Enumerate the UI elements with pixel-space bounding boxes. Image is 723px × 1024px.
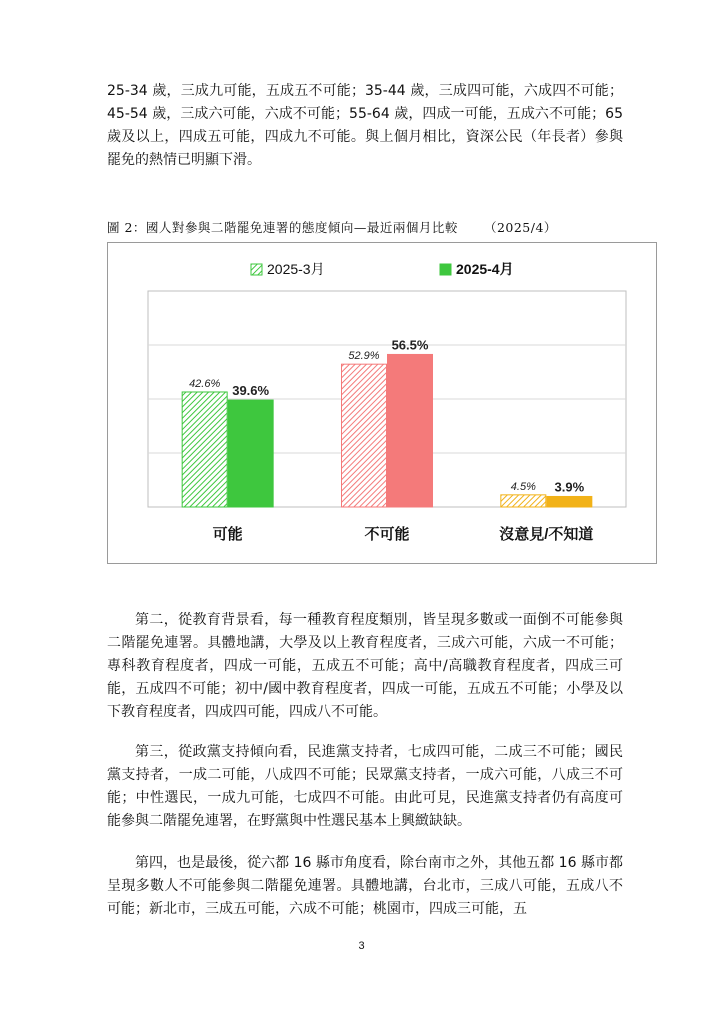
paragraph-cities: 第四，也是最後，從六都 16 縣市角度看，除台南市之外，其他五都 16 縣市都呈現多數人不可能參與二階罷免連署。具體地講，台北市，三成八可能，五成八不可能；新北市，三成五可能，六成不可能；桃園市，四成三可能，五 bbox=[107, 855, 623, 917]
chart-legend bbox=[251, 261, 514, 277]
legend-swatch-0 bbox=[251, 264, 262, 275]
paragraph-party: 第三，從政黨支持傾向看，民進黨支持者，七成四可能，二成三不可能；國民黨支持者，一成二可能，八成四不可能；民眾黨支持者，一成六可能，八成三不可能；中性選民，一成九可能，七成四不可能。由此可見，民進黨支持者仍有高度可能參與二階罷免連署，在野黨與中性選民基本上興緻缺缺。 bbox=[107, 744, 623, 829]
bar-chart bbox=[108, 243, 656, 563]
figure-date: （2025/4） bbox=[483, 220, 557, 235]
figure-title: 圖 2：國人對參與二階罷免連署的態度傾向—最近兩個月比較 bbox=[107, 220, 458, 235]
bar-mar-2 bbox=[501, 495, 546, 507]
legend-swatch-1 bbox=[440, 264, 451, 275]
value-label-apr-0: 39.6% bbox=[232, 383, 270, 399]
bar-mar-0 bbox=[182, 392, 227, 507]
paragraph-intro: 25-34 歲，三成九可能，五成五不可能；35-44 歲，三成四可能，六成四不可能；45-54 歲，三成六可能，六成不可能；55-64 歲，四成一可能，五成六不可能；65 歲及以上，四成五可能，四成九不可能。與上個月相比，資深公民（年長者）參與罷免的熱情已明顯下滑。 bbox=[107, 83, 623, 168]
category-label-2: 沒意見/不知道 bbox=[499, 526, 594, 543]
category-label-1: 不可能 bbox=[364, 526, 410, 543]
paragraph-education: 第二，從教育背景看，每一種教育程度類別，皆呈現多數或一面倒不可能參與二階罷免連署。具體地講，大學及以上教育程度者，三成六可能，六成一不可能；專科教育程度者，四成一可能，五成五不可能；高中/高職教育程度者，四成三可能，五成四不可能；初中/國中教育程度者，四成一可能，五成五不可能；小學及以下教育程度者，四成四可能，四成八不可能。 bbox=[107, 612, 623, 720]
value-label-mar-0: 42.6% bbox=[189, 377, 221, 390]
figure-caption bbox=[107, 218, 627, 236]
bar-apr-2 bbox=[547, 496, 592, 507]
bar-mar-1 bbox=[342, 364, 387, 507]
legend-label-0: 2025-3月 bbox=[267, 261, 325, 277]
bar-apr-0 bbox=[228, 400, 273, 507]
chart-frame bbox=[107, 242, 657, 564]
value-label-mar-1: 52.9% bbox=[348, 350, 380, 363]
value-label-apr-2: 3.9% bbox=[554, 479, 585, 495]
category-label-0: 可能 bbox=[212, 526, 243, 543]
value-label-apr-1: 56.5% bbox=[391, 337, 429, 353]
page-number: 3 bbox=[358, 940, 365, 952]
legend-label-1: 2025-4月 bbox=[456, 261, 514, 277]
value-label-mar-2: 4.5% bbox=[510, 480, 536, 493]
bar-apr-1 bbox=[388, 354, 433, 507]
category-labels bbox=[213, 525, 594, 543]
